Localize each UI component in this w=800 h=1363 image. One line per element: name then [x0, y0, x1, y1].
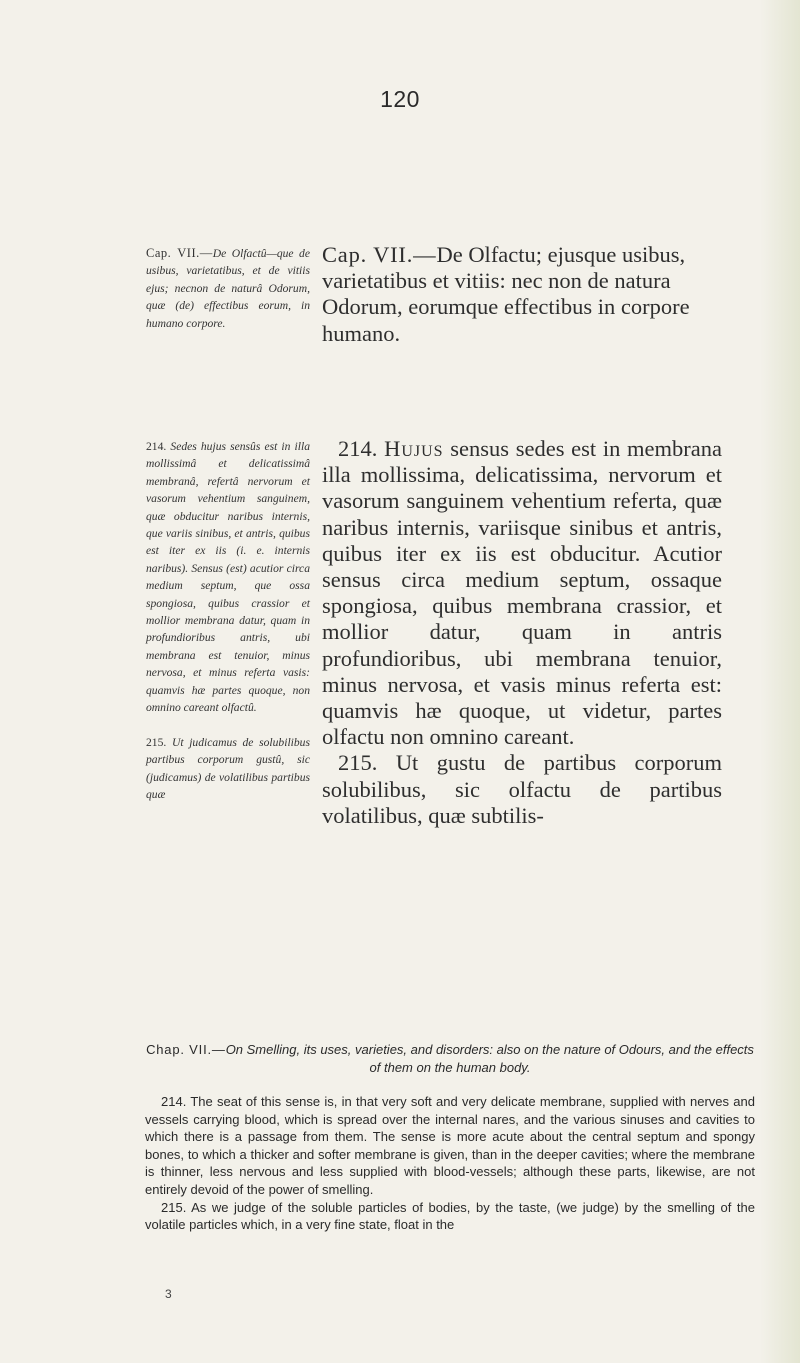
right-paragraph-214	[322, 436, 722, 750]
left-heading-text: De Olfactû—que de usibus, varietatibus, et de vitiis ejus; necnon de naturâ Odorum, quæ (de) effectibus eorum, in humano corpore.	[146, 247, 310, 330]
right-heading-prefix: Cap. VII.—	[322, 242, 437, 267]
right-p215-number: 215.	[338, 750, 378, 776]
left-heading-prefix: Cap. VII.—	[146, 246, 213, 260]
english-heading-text: On Smelling, its uses, varieties, and disorders: also on the nature of Odours, and the effects of them on the human body.	[225, 1042, 754, 1075]
right-paragraph-215	[322, 750, 722, 829]
signature-mark: 3	[165, 1287, 172, 1301]
right-p214-number: 214.	[338, 436, 378, 461]
right-chapter-heading	[322, 242, 722, 347]
right-p214-first-word: Hujus	[384, 436, 444, 461]
left-p214-number: 214.	[146, 440, 167, 453]
right-p215-text: Ut gustu de partibus corporum solubilibus, sic olfactu de partibus volatilibus, quæ subtilis-	[322, 750, 722, 828]
right-body	[322, 436, 722, 829]
left-p215-text: Ut judicamus de solubilibus partibus corporum gustû, sic (judicamus) de volatilibus partibus quæ	[146, 736, 310, 802]
right-p214-text: sensus sedes est in membrana illa mollissima, delicatissima, nervorum et vasorum sanguinem vehentium referta, quæ naribus internis, variisque sinibus et antris, quibus iter ex iis est obducitur. Acutior sensus circa medium septum, ossaque spongiosa, quibus membrana crassior, et mollior datur, quam in antris profundioribus, ubi membrana tenuior, minus nervosa, et vasis minus referta est: quamvis hæ quoque, ut videtur, partes olfactu non omnino careant.	[322, 436, 722, 750]
english-paragraph-214: 214. The seat of this sense is, in that very soft and very delicate membrane, supplied with nerves and vessels carrying blood, which is spread over the internal nares, and the various sinuses and cavities to which there is a passage from them. The sense is more acute about the central septum and spongy bones, to which a thicker and softer membrane is given, than in the deeper cavities; where the membrane is thinner, less nervous and less supplied with blood-vessels; although these parts, likewise, are not entirely devoid of the power of smelling.	[145, 1094, 755, 1197]
left-paragraph-214	[146, 438, 310, 717]
left-chapter-heading	[146, 245, 310, 332]
english-paragraph-215: 215. As we judge of the soluble particles of bodies, by the taste, (we judge) by the smelling of the volatile particles which, in a very fine state, float in the	[145, 1199, 755, 1233]
left-p214-text: Sedes hujus sensûs est in illa mollissimâ et delicatissimâ membranâ, refertâ nervorum et vasorum vehentium sanguinem, quæ obducitur naribus internis, que variis sinibus, et antris, quibus est iter ex iis (i. e. internis naribus). Sensus (est) acutior circa medium septum, que ossa spongiosa, quibus crassior et mollior membrana datur, quam in profundioribus antris, ubi membrana est tenuior, minus nervosa, et minus referta vasis: quamvis hæ partes quoque, non omnino careant olfactû.	[146, 440, 310, 715]
left-p215-number: 215.	[146, 736, 167, 749]
right-heading-text: De Olfactu; ejusque usibus, varietatibus et vitiis: nec non de natura Odorum, eorumque effectibus in corpore humano.	[322, 242, 690, 346]
left-paragraph-215	[146, 734, 310, 804]
english-heading-prefix: Chap. VII.—	[146, 1042, 226, 1057]
english-body	[145, 1093, 755, 1234]
page-edge-shadow	[760, 0, 800, 1363]
english-chapter-heading	[145, 1041, 755, 1076]
page-number: 120	[380, 86, 420, 112]
